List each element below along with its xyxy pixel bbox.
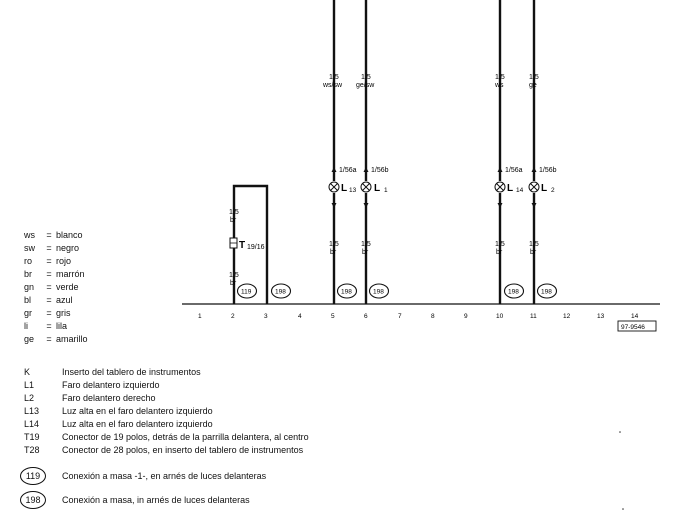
key-row (24, 444, 309, 457)
track-number: 4 (298, 313, 302, 320)
ground-symbol: 119 (20, 467, 46, 485)
wire-label-size: 1,5 (529, 241, 539, 248)
legend-row (24, 294, 88, 307)
legend-equals: = (46, 269, 52, 279)
legend-equals: = (46, 321, 52, 331)
track-number: 13 (597, 313, 605, 320)
wire-label-size: 1,5 (329, 74, 339, 81)
svg-text:198: 198 (373, 288, 384, 296)
pin-label: 1/56a (339, 167, 357, 174)
legend-row (24, 307, 88, 320)
wire-label-color: br (530, 249, 537, 256)
track-number: 3 (264, 313, 268, 320)
track-number: 11 (530, 313, 537, 320)
legend-row (24, 268, 88, 281)
legend-color-name: negro (56, 243, 80, 253)
pin-label: 1/56b (539, 167, 557, 174)
key-row (24, 418, 309, 431)
wire-label-size: 1,5 (495, 241, 505, 248)
track-number: 8 (431, 313, 435, 320)
legend-code: sw (24, 243, 35, 253)
legend-color-name: lila (56, 321, 68, 331)
lamp-L2-symbol (529, 182, 539, 192)
legend-equals: = (46, 295, 52, 305)
key-description: Luz alta en el faro delantero izquierdo (62, 406, 213, 416)
wire-label-color: ws (495, 82, 504, 89)
wire-label-size: 1,5 (361, 241, 371, 248)
key-row (24, 392, 309, 405)
key-description: Inserto del tablero de instrumentos (62, 367, 201, 377)
wire-label-size: 1,5 (495, 74, 505, 81)
track-number: 2 (231, 313, 235, 320)
key-description: Faro delantero derecho (62, 393, 156, 403)
track-number: 6 (364, 313, 368, 320)
lamp-L1-symbol (361, 182, 371, 192)
wire-label-size: 1,5 (361, 74, 371, 81)
key-code: L2 (24, 393, 35, 403)
legend-color-name: verde (56, 282, 79, 292)
wire-label-color: br (230, 217, 237, 224)
pin-label: 1/56b (371, 167, 389, 174)
legend-equals: = (46, 230, 52, 240)
wire-label-color: br (496, 249, 503, 256)
lamp-L13-symbol (329, 182, 339, 192)
legend-row (24, 255, 88, 268)
ground-key-row (20, 467, 266, 485)
track-number: 1 (198, 313, 202, 320)
ground-marker-198 (370, 284, 389, 298)
legend-color-name: amarillo (56, 334, 88, 344)
svg-text:198: 198 (508, 288, 519, 296)
svg-text:198: 198 (275, 288, 286, 296)
lamp-label: L (341, 183, 348, 194)
track-number: 9 (464, 313, 468, 320)
legend-row (24, 242, 88, 255)
legend-code: ge (24, 334, 35, 344)
key-row (24, 366, 309, 379)
track-numbers (198, 313, 639, 320)
key-row (24, 379, 309, 392)
legend-equals: = (46, 256, 52, 266)
ground-key-row (20, 491, 250, 509)
component-key (24, 366, 309, 457)
legend-equals: = (46, 282, 52, 292)
key-row (24, 405, 309, 418)
ground-symbol: 198 (20, 491, 46, 509)
track-number: 14 (631, 313, 639, 320)
lamp-label: L (507, 183, 514, 194)
track-number: 10 (496, 313, 504, 320)
key-code: L1 (24, 380, 35, 390)
wire-label-color: br (362, 249, 369, 256)
connector-pins: 19/16 (247, 244, 265, 251)
legend-code: ws (24, 230, 35, 240)
lamp-label: L (541, 183, 548, 194)
key-row (24, 431, 309, 444)
legend-equals: = (46, 334, 52, 344)
key-description: Luz alta en el faro delantero izquierdo (62, 419, 213, 429)
legend-equals: = (46, 243, 52, 253)
scan-speck (622, 508, 624, 510)
key-description: Faro delantero izquierdo (62, 380, 160, 390)
legend-row (24, 320, 88, 333)
reference-number: 97-9546 (621, 324, 645, 331)
wire-label-color: ge (529, 82, 537, 89)
wire-label-color: ge/sw (356, 82, 375, 89)
legend-code: ro (24, 256, 33, 266)
ground-description: Conexión a masa -1-, en arnés de luces delanteras (62, 471, 267, 481)
legend-code: gn (24, 282, 35, 292)
ground-marker-119 (238, 284, 257, 298)
legend-color-name: rojo (56, 256, 72, 266)
legend-color-name: blanco (56, 230, 83, 240)
legend-row (24, 281, 88, 294)
lamp-label-number: 14 (516, 187, 524, 194)
wire-color-legend (24, 229, 88, 346)
key-code: L13 (24, 406, 40, 416)
lamp-L14-symbol (495, 182, 505, 192)
key-code: L14 (24, 419, 40, 429)
wire-label-size: 1,5 (229, 209, 239, 216)
ground-marker-198 (272, 284, 291, 298)
legend-equals: = (46, 308, 52, 318)
key-code: K (24, 367, 31, 377)
ground-marker-198 (338, 284, 357, 298)
svg-text:119: 119 (241, 288, 252, 296)
key-code: T19 (24, 432, 40, 442)
svg-text:198: 198 (541, 288, 552, 296)
legend-color-name: gris (56, 308, 71, 318)
lamp-label-number: 2 (551, 187, 555, 194)
wire-label-color: br (230, 280, 237, 287)
wire-label-color: br (330, 249, 337, 256)
legend-code: gr (24, 308, 33, 318)
legend-code: li (24, 321, 28, 331)
lamp-label: L (374, 183, 381, 194)
wire-label-size: 1,5 (529, 74, 539, 81)
legend-color-name: marrón (56, 269, 85, 279)
legend-row (24, 229, 88, 242)
key-code: T28 (24, 445, 40, 455)
track-number: 12 (563, 313, 571, 320)
key-description: Conector de 19 polos, detrás de la parrilla delantera, al centro (62, 432, 309, 442)
wire-label-size: 1,5 (229, 272, 239, 279)
wire-label-color: ws/sw (323, 82, 343, 89)
legend-code: bl (24, 295, 32, 305)
lamp-label-number: 1 (384, 187, 388, 194)
track-number: 7 (398, 313, 402, 320)
ground-marker-198 (538, 284, 557, 298)
key-description: Conector de 28 polos, en inserto del tablero de instrumentos (62, 445, 304, 455)
ground-marker-198 (505, 284, 524, 298)
ground-description: Conexión a masa, in arnés de luces delanteras (62, 495, 250, 505)
legend-row (24, 333, 88, 346)
pin-label: 1/56a (505, 167, 523, 174)
track-number: 5 (331, 313, 335, 320)
connector-label: T (239, 240, 246, 251)
scan-speck (619, 431, 621, 433)
lamp-label-number: 13 (349, 187, 357, 194)
svg-text:198: 198 (341, 288, 352, 296)
wire-label-size: 1,5 (329, 241, 339, 248)
legend-code: br (24, 269, 33, 279)
legend-color-name: azul (56, 295, 73, 305)
